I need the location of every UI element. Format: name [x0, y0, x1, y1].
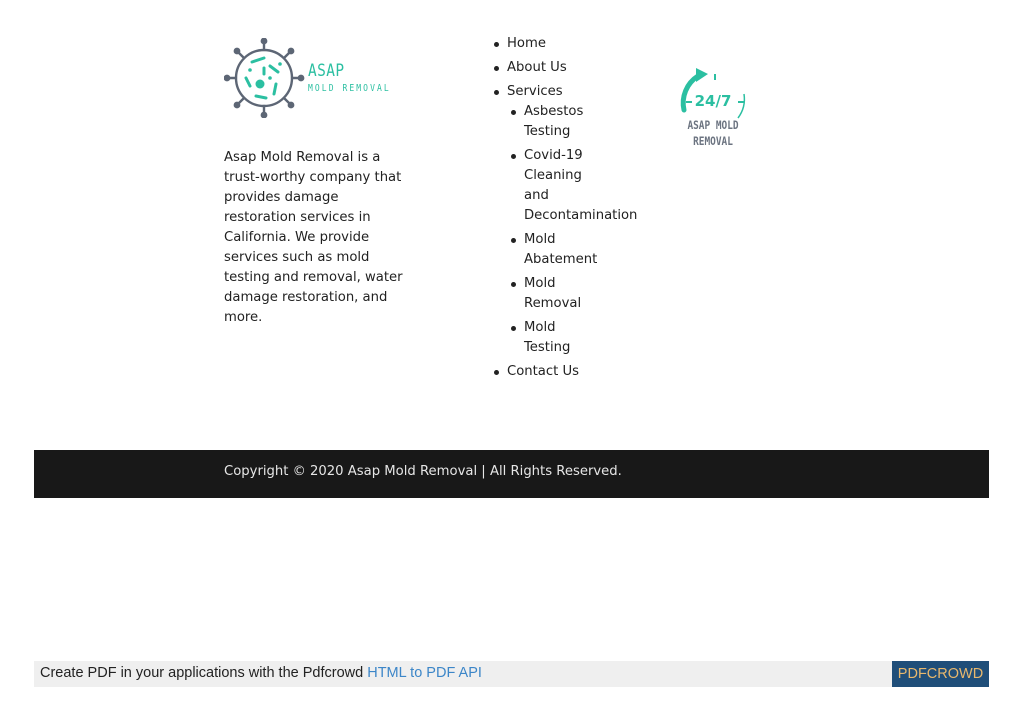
copyright-text: Copyright © 2020 Asap Mold Removal | All Rights Reserved. — [224, 464, 622, 479]
nav-subitem-removal[interactable] — [507, 274, 584, 314]
nav-link-abatement[interactable]: Mold Abatement — [524, 232, 598, 267]
about-text: Asap Mold Removal is a trust-worthy company that provides damage restoration services in California. We provide services such as mold testing and removal, water damage restoration, and more. — [224, 150, 403, 326]
pdfcrowd-bar — [34, 661, 989, 687]
badge-hours: 24/7 — [694, 92, 732, 110]
pdfcrowd-prefix: Create PDF in your applications with the Pdfcrowd — [40, 665, 368, 681]
nav-link-testing[interactable]: Mold Testing — [524, 320, 571, 355]
nav-link-covid-text: Covid-19 Cleaning and Decontamination — [524, 148, 638, 223]
footer-nav — [490, 34, 638, 386]
nav-subitem-covid[interactable] — [507, 146, 638, 226]
nav-link-contact[interactable]: Contact Us — [507, 364, 580, 379]
nav-subitem-testing[interactable] — [507, 318, 584, 358]
pdfcrowd-brand-button[interactable]: PDFCROWD — [892, 661, 989, 687]
nav-subitem-abatement[interactable] — [507, 230, 598, 270]
nav-item-services[interactable] — [490, 82, 638, 358]
nav-subitem-asbestos[interactable] — [507, 102, 584, 142]
logo-title: ASAP — [308, 61, 345, 81]
mold-spore-icon — [224, 38, 306, 118]
pdfcrowd-api-link[interactable]: HTML to PDF API — [367, 665, 482, 681]
badge-line2: REMOVAL — [693, 134, 733, 148]
badge-247 — [668, 64, 758, 154]
nav-item-about[interactable] — [490, 58, 584, 78]
nav-link-about[interactable]: About Us — [507, 60, 567, 75]
badge-line1: ASAP MOLD — [687, 118, 739, 132]
nav-link-covid[interactable] — [524, 146, 638, 226]
copyright-bar — [34, 450, 989, 498]
nav-link-removal[interactable]: Mold Removal — [524, 276, 582, 311]
pdfcrowd-text — [40, 665, 482, 681]
nav-link-services[interactable]: Services — [507, 84, 563, 99]
nav-item-contact[interactable] — [490, 362, 584, 382]
nav-link-asbestos[interactable]: Asbestos Testing — [524, 104, 584, 139]
site-logo[interactable] — [224, 38, 404, 118]
services-submenu — [507, 102, 638, 358]
nav-link-home[interactable]: Home — [507, 36, 546, 51]
nav-item-home[interactable] — [490, 34, 584, 54]
logo-subtitle: MOLD REMOVAL — [308, 83, 391, 94]
